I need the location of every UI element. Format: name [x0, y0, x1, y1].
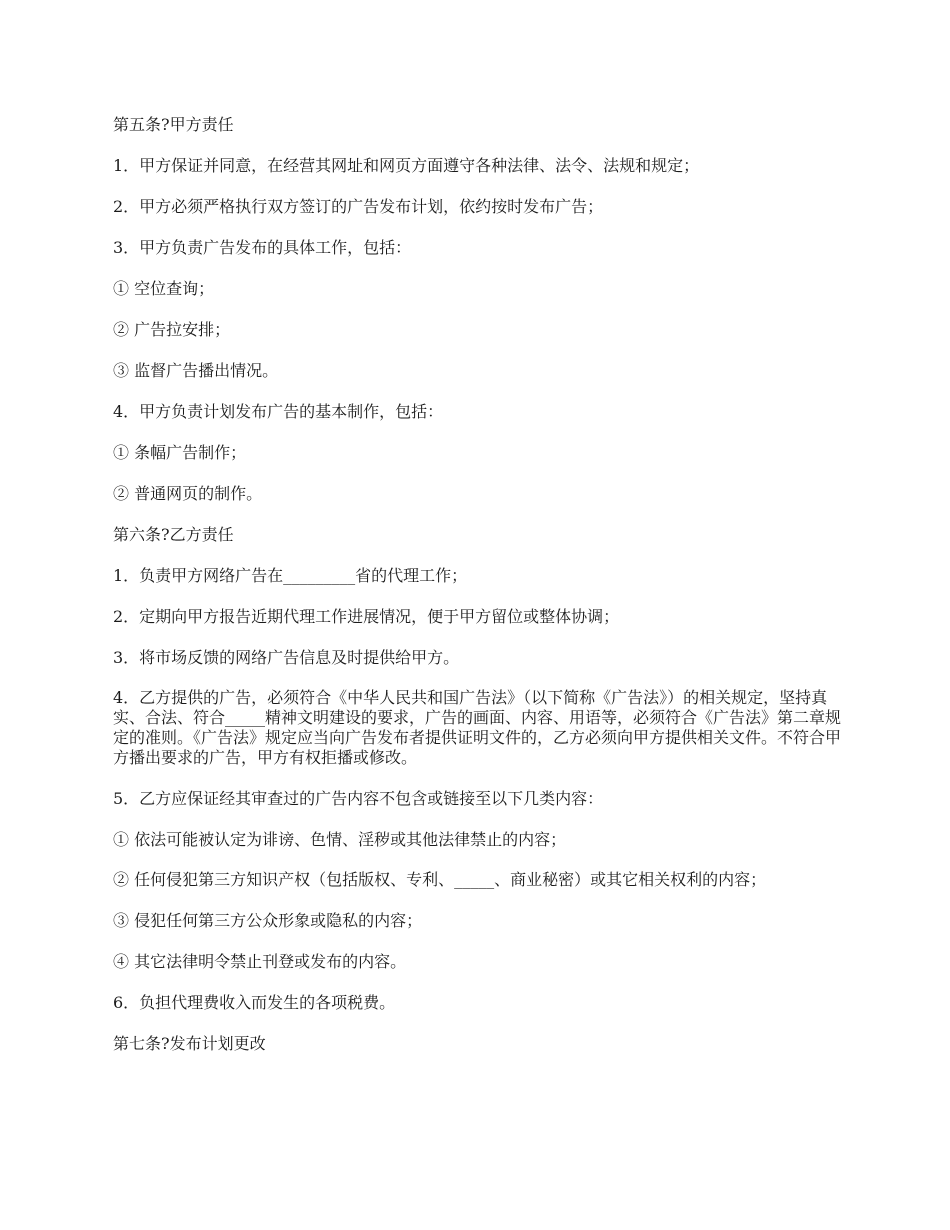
- paragraph: 6．负担代理费收入而发生的各项税费。: [113, 993, 396, 1012]
- list-item: ② 任何侵犯第三方知识产权（包括版权、专利、_____、商业秘密）或其它相关权利的内容；: [113, 870, 767, 889]
- list-item: ① 依法可能被认定为诽谤、色情、淫秽或其他法律禁止的内容；: [113, 830, 567, 849]
- paragraph: 3．甲方负责广告发布的具体工作，包括：: [113, 238, 412, 257]
- section-heading-article-6: 第六条?乙方责任: [113, 525, 234, 544]
- section-heading-article-7: 第七条?发布计划更改: [113, 1034, 266, 1053]
- list-item: ① 条幅广告制作；: [113, 443, 247, 462]
- list-item: ③ 监督广告播出情况。: [113, 361, 279, 380]
- list-item: ③ 侵犯任何第三方公众形象或隐私的内容；: [113, 911, 423, 930]
- paragraph: 3．将市场反馈的网络广告信息及时提供给甲方。: [113, 648, 460, 667]
- list-item: ① 空位查询；: [113, 279, 215, 298]
- paragraph: 1．甲方保证并同意，在经营其网址和网页方面遵守各种法律、法令、法规和规定；: [113, 156, 700, 175]
- document-body: [113, 114, 841, 1074]
- section-heading-article-5: 第五条?甲方责任: [113, 115, 234, 134]
- list-item: ② 广告拉安排；: [113, 320, 231, 339]
- paragraph: 5．乙方应保证经其审查过的广告内容不包含或链接至以下几类内容：: [113, 789, 604, 808]
- paragraph: 2．甲方必须严格执行双方签订的广告发布计划，依约按时发布广告；: [113, 197, 604, 216]
- paragraph: 4．甲方负责计划发布广告的基本制作，包括：: [113, 402, 444, 421]
- paragraph: 4．乙方提供的广告，必须符合《中华人民共和国广告法》（以下简称《广告法》）的相关规定，坚持真实、合法、符合_____精神文明建设的要求，广告的画面、内容、用语等，必须符合《广告法》第二章规定的准则。《广告法》规定应当向广告发布者提供证明文件的，乙方必须向甲方提供相关文件。不符合甲方播出要求的广告，甲方有权拒播或修改。: [113, 688, 842, 767]
- paragraph: 1．负责甲方网络广告在_________省的代理工作；: [113, 566, 468, 585]
- paragraph: 2．定期向甲方报告近期代理工作进展情况，便于甲方留位或整体协调；: [113, 607, 620, 626]
- list-item: ② 普通网页的制作。: [113, 484, 263, 503]
- list-item: ④ 其它法律明令禁止刊登或发布的内容。: [113, 952, 407, 971]
